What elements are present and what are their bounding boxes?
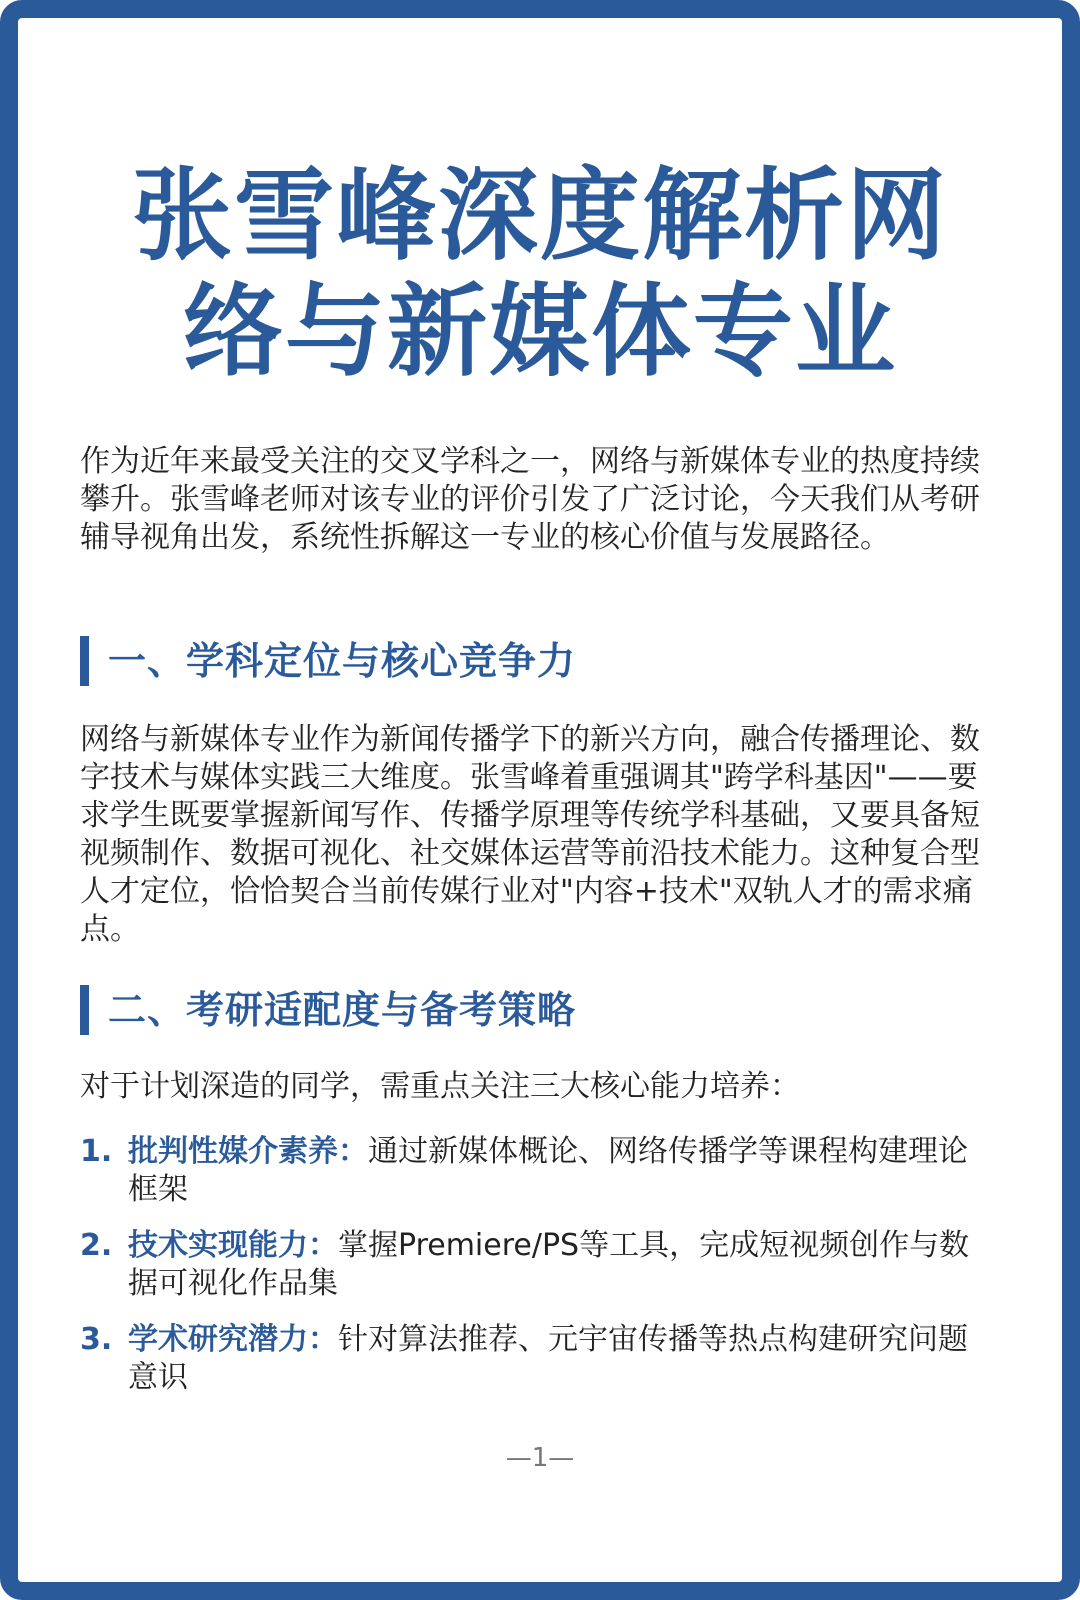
page-title-line-2: 络与新媒体专业 xyxy=(183,273,897,390)
section-1-paragraph: 网络与新媒体专业作为新闻传播学下的新兴方向，融合传播理论、数字技术与媒体实践三大维度。张雪峰着重强调其"跨学科基因"——要求学生既要掌握新闻写作、传播学原理等传统学科基础，又要具备短视频制作、数据可视化、社交媒体运营等前沿技术能力。这种复合型人才定位，恰恰契合当前传媒行业对"内容+技术"双轨人才的需求痛点。 xyxy=(80,722,980,947)
section-heading-text: 一、学科定位与核心竞争力 xyxy=(108,639,577,683)
list-item xyxy=(80,1133,990,1209)
page-number: —1— xyxy=(505,1443,575,1473)
list-item-label: 技术实现能力： xyxy=(128,1228,338,1263)
section-marker-bar xyxy=(80,636,89,686)
list-item-text: 通过新媒体概论、网络传播学等课程构建理论框架 xyxy=(128,1134,968,1207)
list-item-label: 学术研究潜力： xyxy=(128,1322,338,1357)
list-item-number: 1. xyxy=(80,1134,113,1169)
list-item xyxy=(80,1321,990,1397)
intro-paragraph: 作为近年来最受关注的交叉学科之一，网络与新媒体专业的热度持续攀升。张雪峰老师对该专业的评价引发了广泛讨论，今天我们从考研辅导视角出发，系统性拆解这一专业的核心价值与发展路径。 xyxy=(80,444,980,555)
page-title xyxy=(18,158,1062,390)
list-item-number: 2. xyxy=(80,1228,113,1263)
section-heading-2 xyxy=(80,983,980,1037)
section-2-paragraph: 对于计划深造的同学，需重点关注三大核心能力培养： xyxy=(80,1069,800,1104)
list-item xyxy=(80,1227,990,1303)
section-heading-1 xyxy=(80,634,980,688)
section-heading-text: 二、考研适配度与备考策略 xyxy=(108,988,577,1032)
list-item-label: 批判性媒介素养： xyxy=(128,1134,368,1169)
ability-list xyxy=(80,1133,990,1415)
list-item-text: 掌握Premiere/PS等工具，完成短视频创作与数据可视化作品集 xyxy=(128,1228,970,1301)
page-title-line-1: 张雪峰深度解析网 xyxy=(132,157,948,274)
list-item-number: 3. xyxy=(80,1322,113,1357)
list-item-text: 针对算法推荐、元宇宙传播等热点构建研究问题意识 xyxy=(128,1322,968,1395)
section-marker-bar xyxy=(80,985,89,1035)
